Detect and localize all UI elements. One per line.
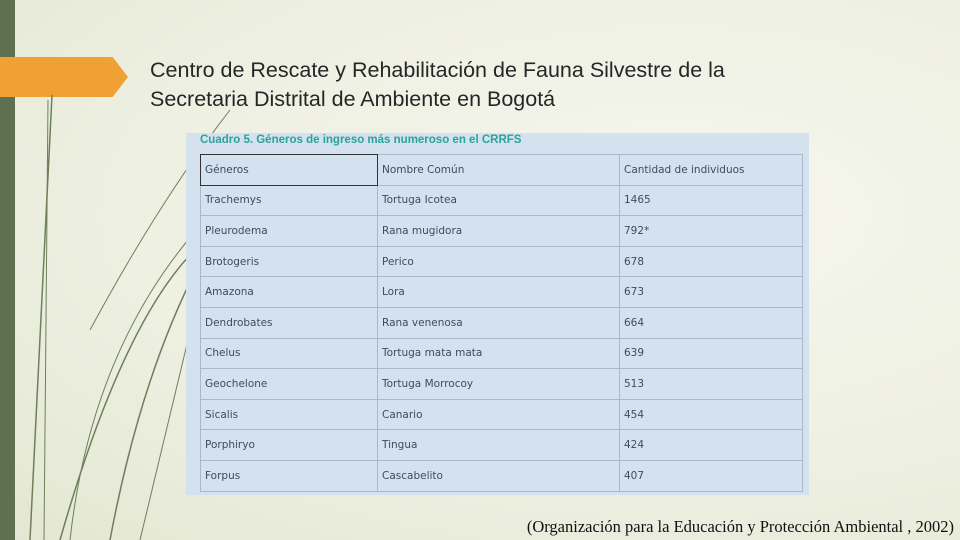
genus-cell: Brotogeris — [201, 246, 378, 277]
common-name-cell: Perico — [378, 246, 620, 277]
count-cell: 664 — [620, 307, 803, 338]
species-table — [200, 154, 803, 492]
table-row — [201, 246, 803, 277]
table-row — [201, 338, 803, 369]
genus-cell: Chelus — [201, 338, 378, 369]
count-cell: 1465 — [620, 185, 803, 216]
header-cell: Nombre Común — [378, 155, 620, 186]
count-cell: 407 — [620, 460, 803, 491]
table-row — [201, 460, 803, 491]
common-name-cell: Canario — [378, 399, 620, 430]
count-cell: 454 — [620, 399, 803, 430]
table-header-row — [201, 155, 803, 186]
genus-cell: Pleurodema — [201, 216, 378, 247]
genus-cell: Forpus — [201, 460, 378, 491]
common-name-cell: Lora — [378, 277, 620, 308]
slide-title — [150, 56, 870, 114]
table-caption: Cuadro 5. Géneros de ingreso más numeroso en el CRRFS — [200, 134, 522, 146]
table-row — [201, 430, 803, 461]
genus-cell: Amazona — [201, 277, 378, 308]
title-line-1: Centro de Rescate y Rehabilitación de Fauna Silvestre de la — [150, 58, 725, 82]
common-name-cell: Cascabelito — [378, 460, 620, 491]
table-row — [201, 277, 803, 308]
common-name-cell: Rana venenosa — [378, 307, 620, 338]
title-line-2: Secretaria Distrital de Ambiente en Bogotá — [150, 87, 556, 111]
count-cell: 424 — [620, 430, 803, 461]
count-cell: 639 — [620, 338, 803, 369]
count-cell: 792* — [620, 216, 803, 247]
table-row — [201, 399, 803, 430]
table-row — [201, 216, 803, 247]
count-cell: 678 — [620, 246, 803, 277]
common-name-cell: Tortuga Icotea — [378, 185, 620, 216]
count-cell: 673 — [620, 277, 803, 308]
header-cell: Cantidad de individuos — [620, 155, 803, 186]
common-name-cell: Rana mugidora — [378, 216, 620, 247]
table-row — [201, 185, 803, 216]
common-name-cell: Tortuga mata mata — [378, 338, 620, 369]
table-row — [201, 369, 803, 400]
common-name-cell: Tingua — [378, 430, 620, 461]
common-name-cell: Tortuga Morrocoy — [378, 369, 620, 400]
genus-cell: Trachemys — [201, 185, 378, 216]
source-citation: (Organización para la Educación y Protección Ambiental , 2002) — [526, 517, 954, 536]
genus-cell: Geochelone — [201, 369, 378, 400]
genus-cell: Sicalis — [201, 399, 378, 430]
count-cell: 513 — [620, 369, 803, 400]
genus-cell: Dendrobates — [201, 307, 378, 338]
table-row — [201, 307, 803, 338]
table-image-panel — [186, 133, 809, 495]
header-cell: Géneros — [201, 155, 378, 186]
genus-cell: Porphiryo — [201, 430, 378, 461]
